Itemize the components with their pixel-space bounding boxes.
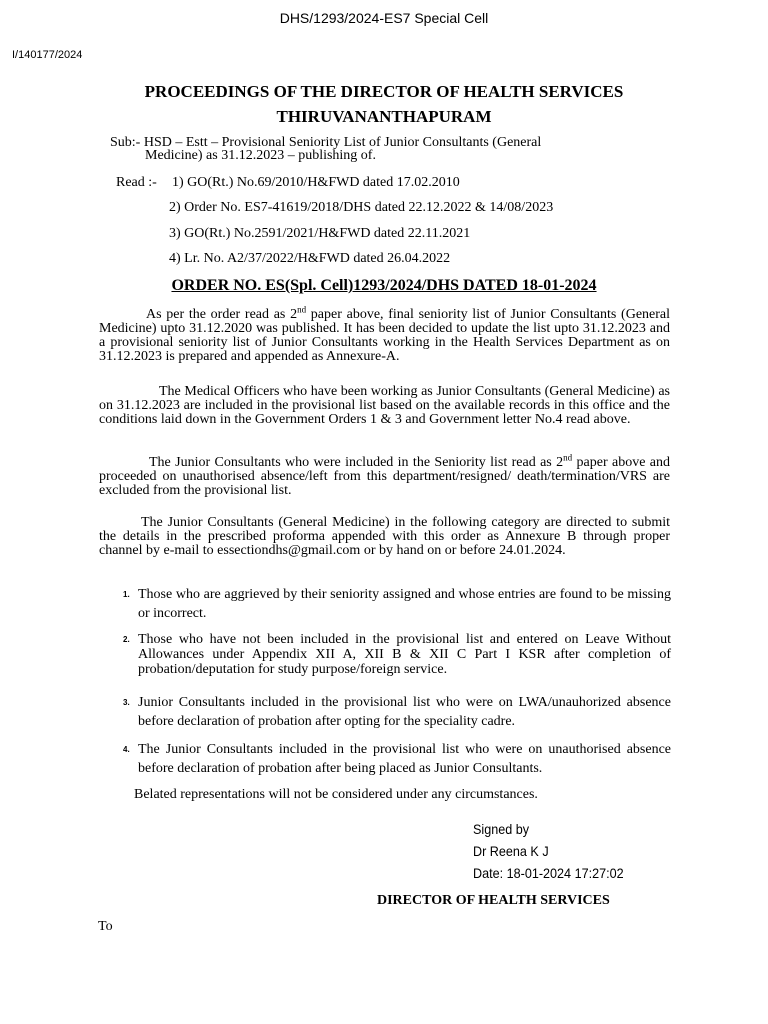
paragraph-3-start: The Junior Consultants who were included in the Seniority list read as 2 [149, 455, 564, 470]
read-reference-1: 1) GO(Rt.) No.69/2010/H&FWD dated 17.02.2010 [172, 175, 460, 190]
belated-representations-note: Belated representations will not be considered under any circumstances. [134, 787, 538, 802]
list-item-text: Those who have not been included in the provisional list and entered on Leave Without Allowances under Appendix XII A, XII B & XII C Part I KSR after completion of probation/deputation for study purpose/foreign service. [138, 632, 671, 677]
order-number-heading: ORDER NO. ES(Spl. Cell)1293/2024/DHS DATED 18-01-2024 [171, 277, 597, 294]
read-reference-3: 3) GO(Rt.) No.2591/2021/H&FWD dated 22.11.2021 [169, 226, 471, 241]
signatory-designation: DIRECTOR OF HEALTH SERVICES [377, 893, 610, 908]
to-label: To [98, 919, 113, 934]
paragraph-1-superscript: nd [297, 304, 307, 315]
document-subtitle-location: THIRUVANANTHAPURAM [276, 107, 492, 126]
list-item [123, 740, 671, 778]
paragraph-2 [99, 385, 670, 427]
paragraph-1-start: As per the order read as 2 [146, 307, 298, 322]
list-item-number: 4. [123, 745, 130, 754]
paragraph-3 [99, 452, 671, 498]
list-item-number: 3. [123, 698, 130, 707]
list-item [123, 632, 671, 677]
paragraph-4-text: The Junior Consultants (General Medicine) in the following category are directed to submit the details in the prescribed proforma appended with this order as Annexure B through proper channel by e-mail to essectiondhs@gmail.com or by hand on or before 24.01.2024. [99, 515, 670, 558]
paragraph-1-rest: paper above, final seniority list of Junior Consultants (General Medicine) upto 31.12.2020 was published. It has been decided to update the list upto 31.12.2023 and a provisional seniority list of Junior Consultants working in the Health Services Department as on 31.12.2023 is prepared and appended as Annexure-A. [99, 307, 671, 364]
file-reference-header: DHS/1293/2024-ES7 Special Cell [279, 10, 489, 26]
paragraph-4 [99, 516, 670, 558]
paragraph-3-rest: paper above and proceeded on unauthorised absence/left from this department/resigned/ death/termination/VRS are excluded from the provisional list. [99, 455, 671, 498]
list-item [123, 693, 671, 731]
paragraph-2-text: The Medical Officers who have been working as Junior Consultants (General Medicine) as on 31.12.2023 are included in the provisional list based on the available records in this office and the conditions laid down in the Government Orders 1 & 3 and Government letter No.4 read above. [99, 384, 670, 427]
document-title: PROCEEDINGS OF THE DIRECTOR OF HEALTH SERVICES [144, 82, 624, 101]
read-reference-2: 2) Order No. ES7-41619/2018/DHS dated 22.12.2022 & 14/08/2023 [169, 200, 554, 215]
subject-line-2: Medicine) as 31.12.2023 – publishing of. [145, 148, 376, 163]
subject-block [110, 136, 630, 162]
file-number: I/140177/2024 [12, 49, 83, 61]
subject-line-1: Sub:- HSD – Estt – Provisional Seniority List of Junior Consultants (General [110, 135, 542, 150]
list-item [123, 585, 671, 623]
signed-by-label: Signed by [473, 821, 530, 837]
list-item-number: 1. [123, 590, 130, 599]
list-item-number: 2. [123, 635, 130, 644]
list-item-text: Junior Consultants included in the provisional list who were on LWA/unauhorized absence before declaration of probation after opting for the speciality cadre. [138, 695, 671, 729]
read-label: Read :- [116, 175, 157, 190]
list-item-text: Those who are aggrieved by their seniority assigned and whose entries are found to be missing or incorrect. [138, 587, 671, 621]
paragraph-3-superscript: nd [563, 452, 573, 463]
signature-date: Date: 18-01-2024 17:27:02 [473, 865, 624, 881]
list-item-text: The Junior Consultants included in the provisional list who were on unauthorised absence before declaration of probation after being placed as Junior Consultants. [138, 742, 671, 776]
read-reference-4: 4) Lr. No. A2/37/2022/H&FWD dated 26.04.2022 [169, 251, 451, 266]
signatory-name: Dr Reena K J [473, 843, 549, 859]
paragraph-1 [99, 304, 671, 364]
